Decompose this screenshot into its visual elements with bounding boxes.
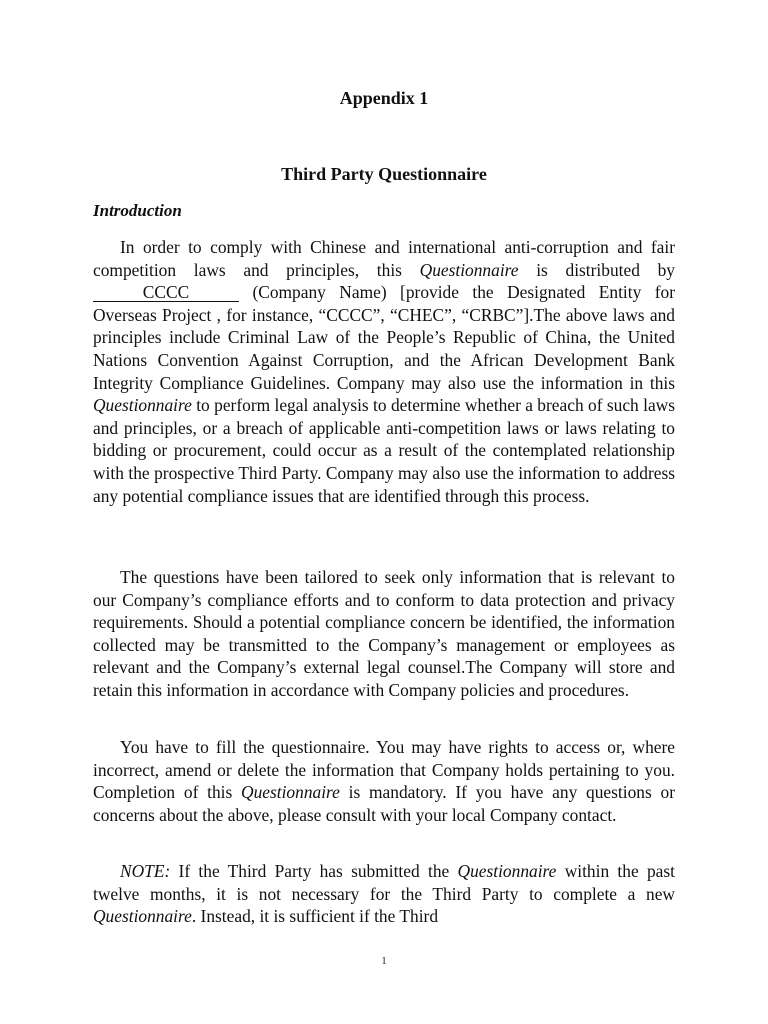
p1-questionnaire-term-2: Questionnaire bbox=[93, 395, 192, 416]
company-name-blank: CCCC bbox=[93, 283, 239, 302]
p1-text-a: In order to comply with Chinese and international anti-corruption and fair competition laws and principles, this bbox=[93, 237, 675, 280]
document-title: Third Party Questionnaire bbox=[281, 164, 487, 184]
p4-text-c: . Instead, it is sufficient if the Third bbox=[191, 906, 439, 927]
intro-paragraph-2: The questions have been tailored to seek only information that is relevant to our Company’s compliance efforts and to conform to data protection and privacy requirements. Should a potential compliance concern be identified, the information collected may be transmitted to the Company’s management or employees as relevant and the Company’s external legal counsel.The Company will store and retain this information in accordance with Company policies and procedures. bbox=[93, 567, 675, 700]
intro-paragraph-3 bbox=[93, 736, 675, 826]
section-heading-introduction: Introduction bbox=[93, 201, 182, 220]
intro-paragraph-1 bbox=[93, 236, 675, 507]
p4-text-a: If the Third Party has submitted the bbox=[170, 861, 458, 881]
p3-questionnaire-term: Questionnaire bbox=[241, 782, 340, 803]
appendix-heading: Appendix 1 bbox=[339, 88, 429, 108]
p1-text-d: to perform legal analysis to determine whether a breach of such laws and principles, or a breach of applicable anti-competition laws or laws relating to bidding or procurement, could occur as a result of the contemplated relationship with the prospective Third Party. Company may also use the information to address any potential compliance issues that are identified through this process. bbox=[93, 395, 675, 506]
page-number: 1 bbox=[381, 956, 387, 967]
p4-questionnaire-term: Questionnaire bbox=[457, 861, 557, 881]
p3-text-b: is mandatory. If you have any questions or concerns about the above, please consult with your local Company contact. bbox=[93, 782, 675, 825]
p4-questionnaire-term-2: Questionnaire bbox=[93, 906, 192, 927]
p3-text-a: You have to fill the questionnaire. You may have rights to access or, where incorrect, amend or delete the information that Company holds pertaining to you. Completion of this bbox=[93, 737, 675, 803]
note-paragraph bbox=[93, 860, 675, 928]
p1-questionnaire-term: Questionnaire bbox=[419, 259, 519, 280]
p4-text-b: within the past twelve months, it is not necessary for the Third Party to complete a new bbox=[93, 861, 675, 904]
p1-text-b: is distributed by bbox=[518, 259, 675, 280]
p1-text-c: (Company Name) [provide the Designated Entity for Overseas Project , for instance, “CCCC”, “CHEC”, “CRBC”].The above laws and principles include Criminal Law of the People’s Republic of China, the United Nations Convention Against Corruption, and the African Development Bank Integrity Compliance Guidelines. Company may also use the information in this bbox=[93, 282, 675, 393]
note-label: NOTE: bbox=[120, 861, 171, 881]
